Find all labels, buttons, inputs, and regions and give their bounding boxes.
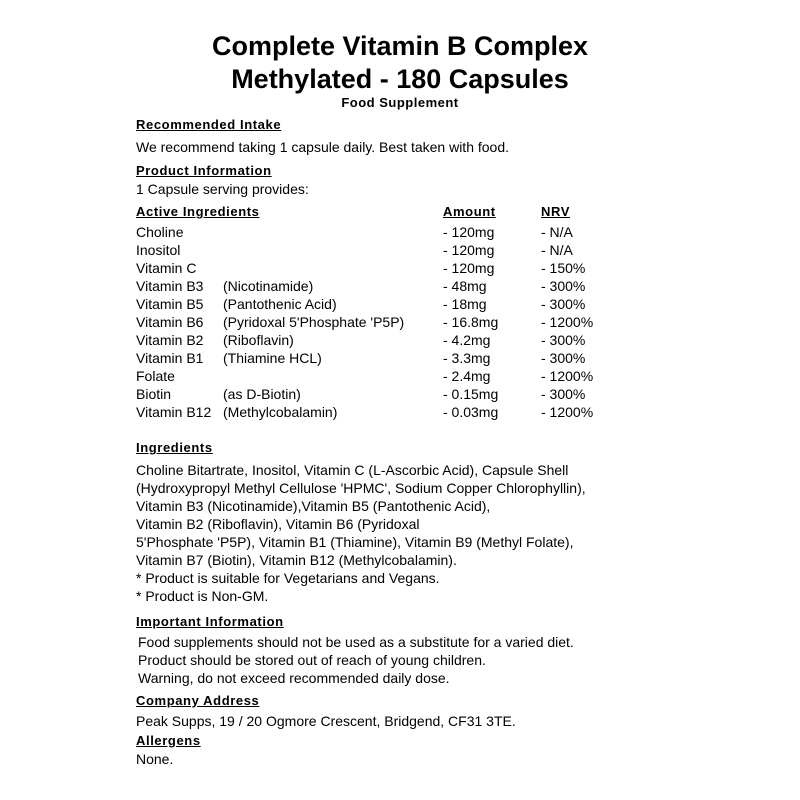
ingredient-amount: - 120mg xyxy=(443,242,495,258)
ingredient-name: Biotin xyxy=(136,386,172,402)
ingredient-name: Vitamin B5 xyxy=(136,296,204,312)
important-information-line: Food supplements should not be used as a substitute for a varied diet. xyxy=(138,634,574,650)
ingredient-nrv: - N/A xyxy=(541,224,573,240)
ingredient-form: (Pyridoxal 5'Phosphate 'P5P) xyxy=(223,314,405,330)
ingredient-nrv: - 300% xyxy=(541,278,586,294)
col-header-amount: Amount xyxy=(443,204,496,219)
ingredient-nrv: - N/A xyxy=(541,242,573,258)
important-information-line: Warning, do not exceed recommended daily dose. xyxy=(138,670,450,686)
allergens-text: None. xyxy=(136,751,174,767)
ingredients-line: (Hydroxypropyl Methyl Cellulose 'HPMC', Sodium Copper Chlorophyllin), xyxy=(136,480,586,496)
ingredient-name: Folate xyxy=(136,368,175,384)
ingredient-amount: - 18mg xyxy=(443,296,487,312)
product-information-text: 1 Capsule serving provides: xyxy=(136,181,309,197)
ingredient-nrv: - 300% xyxy=(541,332,586,348)
company-address-text: Peak Supps, 19 / 20 Ogmore Crescent, Bridgend, CF31 3TE. xyxy=(136,713,516,729)
ingredients-line: 5'Phosphate 'P5P), Vitamin B1 (Thiamine), Vitamin B9 (Methyl Folate), xyxy=(136,534,574,550)
ingredients-line: Vitamin B2 (Riboflavin), Vitamin B6 (Pyridoxal xyxy=(136,516,420,532)
ingredient-amount: - 16.8mg xyxy=(443,314,499,330)
ingredient-nrv: - 1200% xyxy=(541,368,594,384)
ingredient-amount: - 48mg xyxy=(443,278,487,294)
ingredient-nrv: - 150% xyxy=(541,260,586,276)
ingredient-nrv: - 300% xyxy=(541,296,586,312)
col-header-nrv: NRV xyxy=(541,204,571,219)
ingredient-name: Choline xyxy=(136,224,184,240)
ingredient-amount: - 2.4mg xyxy=(443,368,491,384)
allergens-heading: Allergens xyxy=(136,733,201,748)
ingredient-amount: - 120mg xyxy=(443,260,495,276)
ingredient-nrv: - 1200% xyxy=(541,314,594,330)
ingredient-name: Vitamin B3 xyxy=(136,278,204,294)
ingredient-form: (Thiamine HCL) xyxy=(223,350,322,366)
important-information-heading: Important Information xyxy=(136,614,284,629)
ingredient-form: (Nicotinamide) xyxy=(223,278,314,294)
ingredients-line: Vitamin B3 (Nicotinamide),Vitamin B5 (Pantothenic Acid), xyxy=(136,498,491,514)
company-address-heading: Company Address xyxy=(136,693,260,708)
ingredient-nrv: - 300% xyxy=(541,350,586,366)
title-line-1: Complete Vitamin B Complex xyxy=(211,31,589,61)
recommended-intake-heading: Recommended Intake xyxy=(136,117,282,132)
ingredient-form: (Riboflavin) xyxy=(223,332,294,348)
ingredient-form: (Methylcobalamin) xyxy=(223,404,338,420)
important-information-line: Product should be stored out of reach of young children. xyxy=(138,652,486,668)
ingredients-heading: Ingredients xyxy=(136,440,213,455)
ingredient-form: (Pantothenic Acid) xyxy=(223,296,337,312)
recommended-intake-text: We recommend taking 1 capsule daily. Best taken with food. xyxy=(136,139,510,155)
ingredient-amount: - 0.03mg xyxy=(443,404,499,420)
ingredient-amount: - 3.3mg xyxy=(443,350,491,366)
ingredients-line: * Product is suitable for Vegetarians and Vegans. xyxy=(136,570,440,586)
product-information-heading: Product Information xyxy=(136,163,272,178)
ingredient-nrv: - 300% xyxy=(541,386,586,402)
col-header-ingredient: Active Ingredients xyxy=(136,204,260,219)
ingredient-nrv: - 1200% xyxy=(541,404,594,420)
ingredient-amount: - 0.15mg xyxy=(443,386,499,402)
subtitle: Food Supplement xyxy=(341,95,459,110)
ingredient-name: Vitamin B12 xyxy=(136,404,212,420)
ingredients-line: * Product is Non-GM. xyxy=(136,588,269,604)
ingredients-line: Vitamin B7 (Biotin), Vitamin B12 (Methylcobalamin). xyxy=(136,552,457,568)
ingredient-amount: - 120mg xyxy=(443,224,495,240)
ingredient-amount: - 4.2mg xyxy=(443,332,491,348)
ingredient-form: (as D-Biotin) xyxy=(223,386,301,402)
ingredient-name: Vitamin C xyxy=(136,260,197,276)
ingredients-line: Choline Bitartrate, Inositol, Vitamin C (L-Ascorbic Acid), Capsule Shell xyxy=(136,462,569,478)
ingredient-name: Inositol xyxy=(136,242,181,258)
ingredient-name: Vitamin B2 xyxy=(136,332,204,348)
title-line-2: Methylated - 180 Capsules xyxy=(231,64,569,94)
ingredient-name: Vitamin B1 xyxy=(136,350,204,366)
ingredient-name: Vitamin B6 xyxy=(136,314,204,330)
